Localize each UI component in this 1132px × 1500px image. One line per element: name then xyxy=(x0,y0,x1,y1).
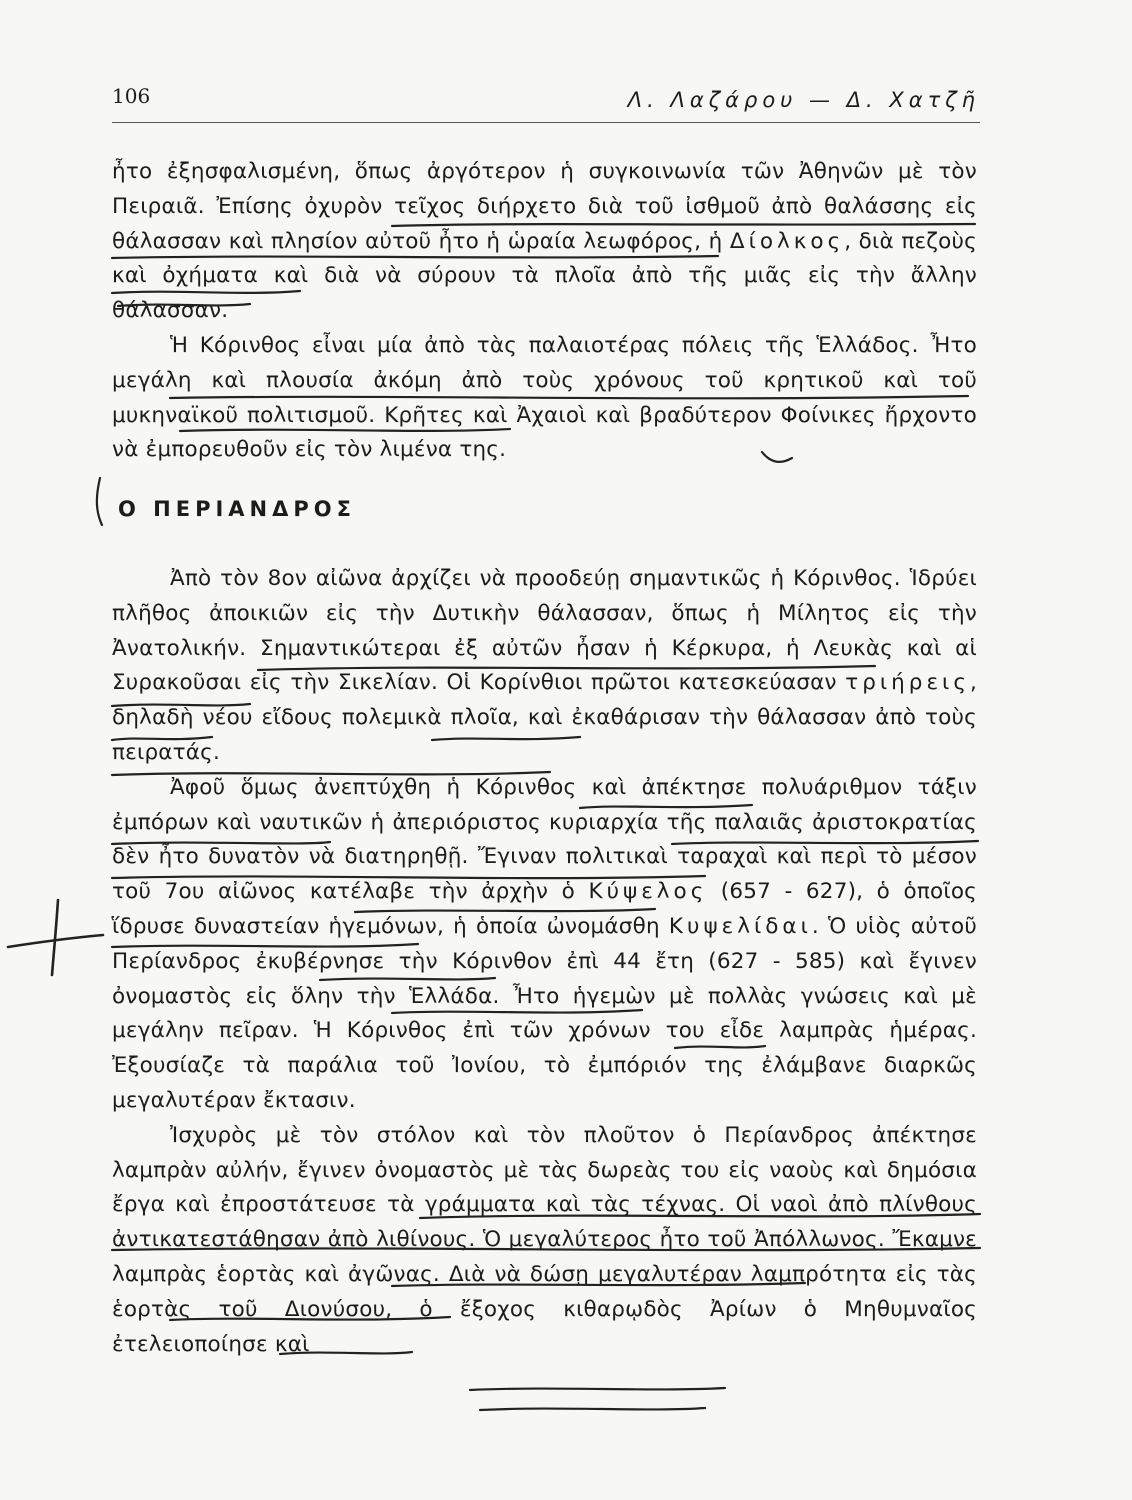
running-head: Λ. Λαζάρου — Δ. Χατζῆ xyxy=(627,88,980,112)
section-p2-b: (657 - 627), ὁ ὁποῖος ἵδρυσε δυναστείαν ἡγεμόνων, ἡ ὁποία ὠνομάσθη xyxy=(112,879,977,939)
intro-p1-end: , διὰ πεζοὺς καὶ ὀχήματα καὶ διὰ νὰ σύρουν τὰ πλοῖα ἀπὸ τῆς μιᾶς εἰς τὴν ἄλλην θάλασσαν. xyxy=(112,228,977,324)
spaced-term-kypselos: Κύψελος xyxy=(588,879,708,905)
section-paragraph-3: Ἰσχυρὸς μὲ τὸν στόλον καὶ τὸν πλοῦτον ὁ Περίανδρος ἀπέκτησε λαμπρὰν αὐλήν, ἔγινεν ὀνομαστὸς μὲ τὰς δωρεὰς του εἰς ναοὺς καὶ δημόσια ἔργα καὶ ἐπροστάτευσε τὰ γράμματα καὶ τὰς τέχνας. Οἱ ναοὶ ἀπὸ πλίνθους ἀντικατεστάθησαν ἀπὸ λιθίνους. Ὁ μεγαλύτερος ἦτο τοῦ Ἀπόλλωνος. Ἔκαμνε λαμπρὰς ἑορτὰς καὶ ἀγῶνας. Διὰ νὰ δώσῃ μεγαλυτέραν λαμπρότητα εἰς τὰς ἑορτὰς τοῦ Διονύσου, ὁ ἔξοχος κιθαρῳδὸς Ἀρίων ὁ Μηθυμναῖος ἐτελειοποίησε καὶ xyxy=(112,1122,977,1357)
page-number: 106 xyxy=(112,84,151,108)
intro-paragraph-2: Ἡ Κόρινθος εἶναι μία ἀπὸ τὰς παλαιοτέρας πόλεις τῆς Ἑλλάδος. Ἦτο μεγάλη καὶ πλουσία ἀκόμη ἀπὸ τοὺς χρόνους τοῦ κρητικοῦ καὶ τοῦ μυκηναϊκοῦ πολιτισμοῦ. Κρῆτες καὶ Ἀχαιοὶ καὶ βραδύτερον Φοίνικες ἤρχοντο νὰ ἐμπορευθοῦν εἰς τὸν λιμένα της. xyxy=(112,332,977,463)
section-p2-c: . Ὁ υἱὸς αὐτοῦ Περίανδρος ἐκυβέρνησε τὴν Κόρινθον ἐπὶ 44 ἔτη (627 - 585) καὶ ἔγινεν ὀνομαστὸς εἰς ὅλην τὴν Ἑλλάδα. Ἦτο ἡγεμὼν μὲ πολλὰς γνώσεις καὶ μὲ μεγάλην πεῖραν. Ἡ Κόρινθος ἐπὶ τῶν χρόνων του εἶδε λαμπρὰς ἡμέρας. Ἐξουσίαζε τὰ παράλια τοῦ Ἰονίου, τὸ ἐμπόριόν της ἐλάμβανε διαρκῶς μεγαλυτέραν ἔκτασιν. xyxy=(112,913,978,1113)
section-heading: Ο ΠΕΡΙΑΝΔΡΟΣ xyxy=(118,497,356,521)
pen-underline xyxy=(480,1408,705,1410)
section-p1-text: Ἀπὸ τὸν 8ον αἰῶνα ἀρχίζει νὰ προοδεύῃ σημαντικῶς ἡ Κόρινθος. Ἱδρύει πλῆθος ἀποικιῶν εἰς τὴν Δυτικὴν θάλασσαν, ὅπως ἡ Μίλητος εἰς τὴν Ἀνατολικήν. Σημαντικώτεραι ἐξ αὐτῶν ἦσαν ἡ Κέρκυρα, ἡ Λευκὰς καὶ αἱ Συρακοῦσαι εἰς τὴν Σικελίαν. Οἱ Κορίνθιοι πρῶτοι κατεσκεύασαν xyxy=(112,566,977,696)
pen-underline xyxy=(470,1388,725,1390)
pen-tick xyxy=(97,478,102,525)
intro-p1-text: ἦτο ἐξησφαλισμένη, ὅπως ἀργότερον ἡ συγκοινωνία τῶν Ἀθηνῶν μὲ τὸν Πειραιᾶ. Ἐπίσης ὀχυρὸν τεῖχος διήρχετο διὰ τοῦ ἰσθμοῦ ἀπὸ θαλάσσης εἰς θάλασσαν καὶ πλησίον αὐτοῦ ἦτο ἡ ὡραία λεωφόρος, ἡ xyxy=(112,159,977,254)
section-text xyxy=(112,562,977,1362)
page-header xyxy=(112,82,980,123)
spaced-term-trireis: τριήρεις xyxy=(845,670,970,696)
section-p1-end: , δηλαδὴ νέου εἴδους πολεμικὰ πλοῖα, καὶ ἐκαθάρισαν τὴν θάλασσαν ἀπὸ τοὺς πειρατάς. xyxy=(112,670,977,765)
spaced-term-kypselidai: Κυψελίδαι xyxy=(668,913,812,939)
section-paragraph-2 xyxy=(112,771,977,1119)
intro-paragraph-1 xyxy=(112,155,977,329)
section-p2-a: Ἀφοῦ ὅμως ἀνεπτύχθη ἡ Κόρινθος καὶ ἀπέκτησε πολυάριθμον τάξιν ἐμπόρων καὶ ναυτικῶν ἡ ἀπεριόριστος κυριαρχία τῆς παλαιᾶς ἀριστοκρατίας δὲν ἦτο δυνατὸν νὰ διατηρηθῇ. Ἔγιναν πολιτικαὶ ταραχαὶ καὶ περὶ τὸ μέσον τοῦ 7ου αἰῶνος κατέλαβε τὴν ἀρχὴν ὁ xyxy=(112,774,977,905)
pen-cross xyxy=(52,900,58,975)
section-paragraph-1 xyxy=(112,562,977,771)
spaced-term-diolkos: Δίολκος xyxy=(729,228,845,254)
intro-text xyxy=(112,155,977,468)
pen-cross xyxy=(8,935,103,947)
